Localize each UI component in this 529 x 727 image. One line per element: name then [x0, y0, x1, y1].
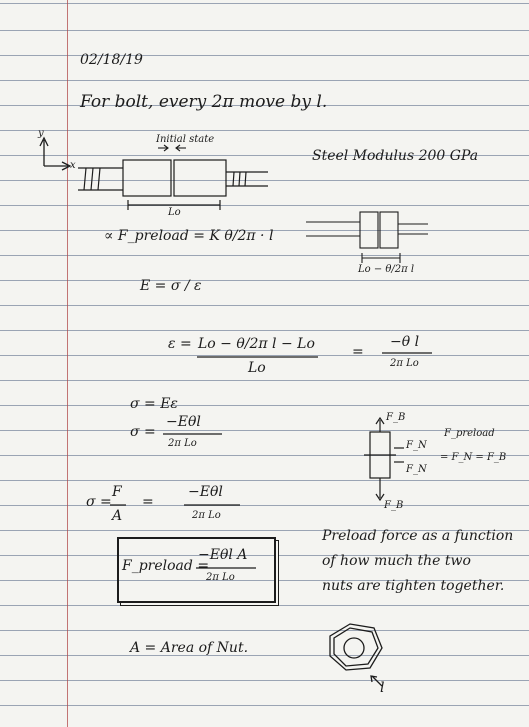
eq-fa-f: F	[112, 484, 122, 500]
eq-fa-a: A	[112, 508, 123, 524]
fb-top-label: F_B	[386, 412, 406, 423]
description-line-3: nuts are tighten together.	[322, 578, 505, 594]
initial-state-label: Initial state	[156, 134, 215, 145]
fb-bottom-label: F_B	[384, 500, 404, 511]
lo-label: Lo	[168, 207, 181, 218]
description-line-1: Preload force as a function	[322, 528, 514, 544]
bolt-tightened-diagram	[306, 212, 428, 263]
eq-fa-eq: =	[142, 494, 154, 510]
eq-sigma2-num: −Eθl	[166, 414, 201, 430]
heading: For bolt, every 2π move by l.	[80, 92, 328, 112]
boxed-num: −Eθl A	[198, 547, 248, 563]
eq-strain-rhs-num: −θ l	[390, 334, 420, 350]
fn-label: F_N	[406, 440, 427, 451]
date: 02/18/19	[80, 52, 143, 68]
initial-state-arrow-icon	[158, 145, 186, 151]
boxed-lhs: F_preload =	[122, 558, 210, 574]
boxed-den: 2π Lo	[206, 572, 235, 583]
eq-sigma2-lhs: σ =	[130, 424, 156, 440]
fn-label-2: F_N	[406, 464, 427, 475]
eq-fa-num: −Eθl	[188, 484, 223, 500]
free-body-diagram	[364, 418, 404, 500]
axis-x-label: x	[70, 160, 76, 171]
hex-nut-icon	[330, 624, 382, 686]
eq-preload-prop: ∝ F_preload = K θ/2π · l	[104, 228, 274, 244]
eq-fa-sigma: σ =	[86, 494, 112, 510]
area-label: A = Area of Nut.	[130, 640, 249, 656]
eq-sigma2-den: 2π Lo	[168, 438, 197, 449]
eq-fa-den: 2π Lo	[192, 510, 221, 521]
fpreload-eq2: = F_N = F_B	[440, 452, 507, 463]
axis-y-label: y	[38, 128, 44, 139]
eq-strain-den: Lo	[248, 360, 266, 376]
description-line-2: of how much the two	[322, 553, 471, 569]
steel-modulus: Steel Modulus 200 GPa	[312, 148, 479, 164]
axis-icon	[40, 138, 70, 170]
fpreload-eq1: F_preload	[444, 428, 495, 439]
lo-minus-label: Lo − θ/2π l	[358, 264, 415, 275]
eq-sigma1: σ = Eε	[130, 396, 178, 412]
eq-strain-lhs: ε =	[168, 336, 192, 352]
eq-youngs: E = σ / ε	[140, 278, 202, 294]
eq-strain-rhs-den: 2π Lo	[390, 358, 419, 369]
nut-l-label: l	[380, 680, 385, 696]
eq-strain-eq: =	[352, 344, 364, 360]
bolt-initial-diagram	[78, 160, 268, 210]
eq-strain-num: Lo − θ/2π l − Lo	[198, 336, 315, 352]
